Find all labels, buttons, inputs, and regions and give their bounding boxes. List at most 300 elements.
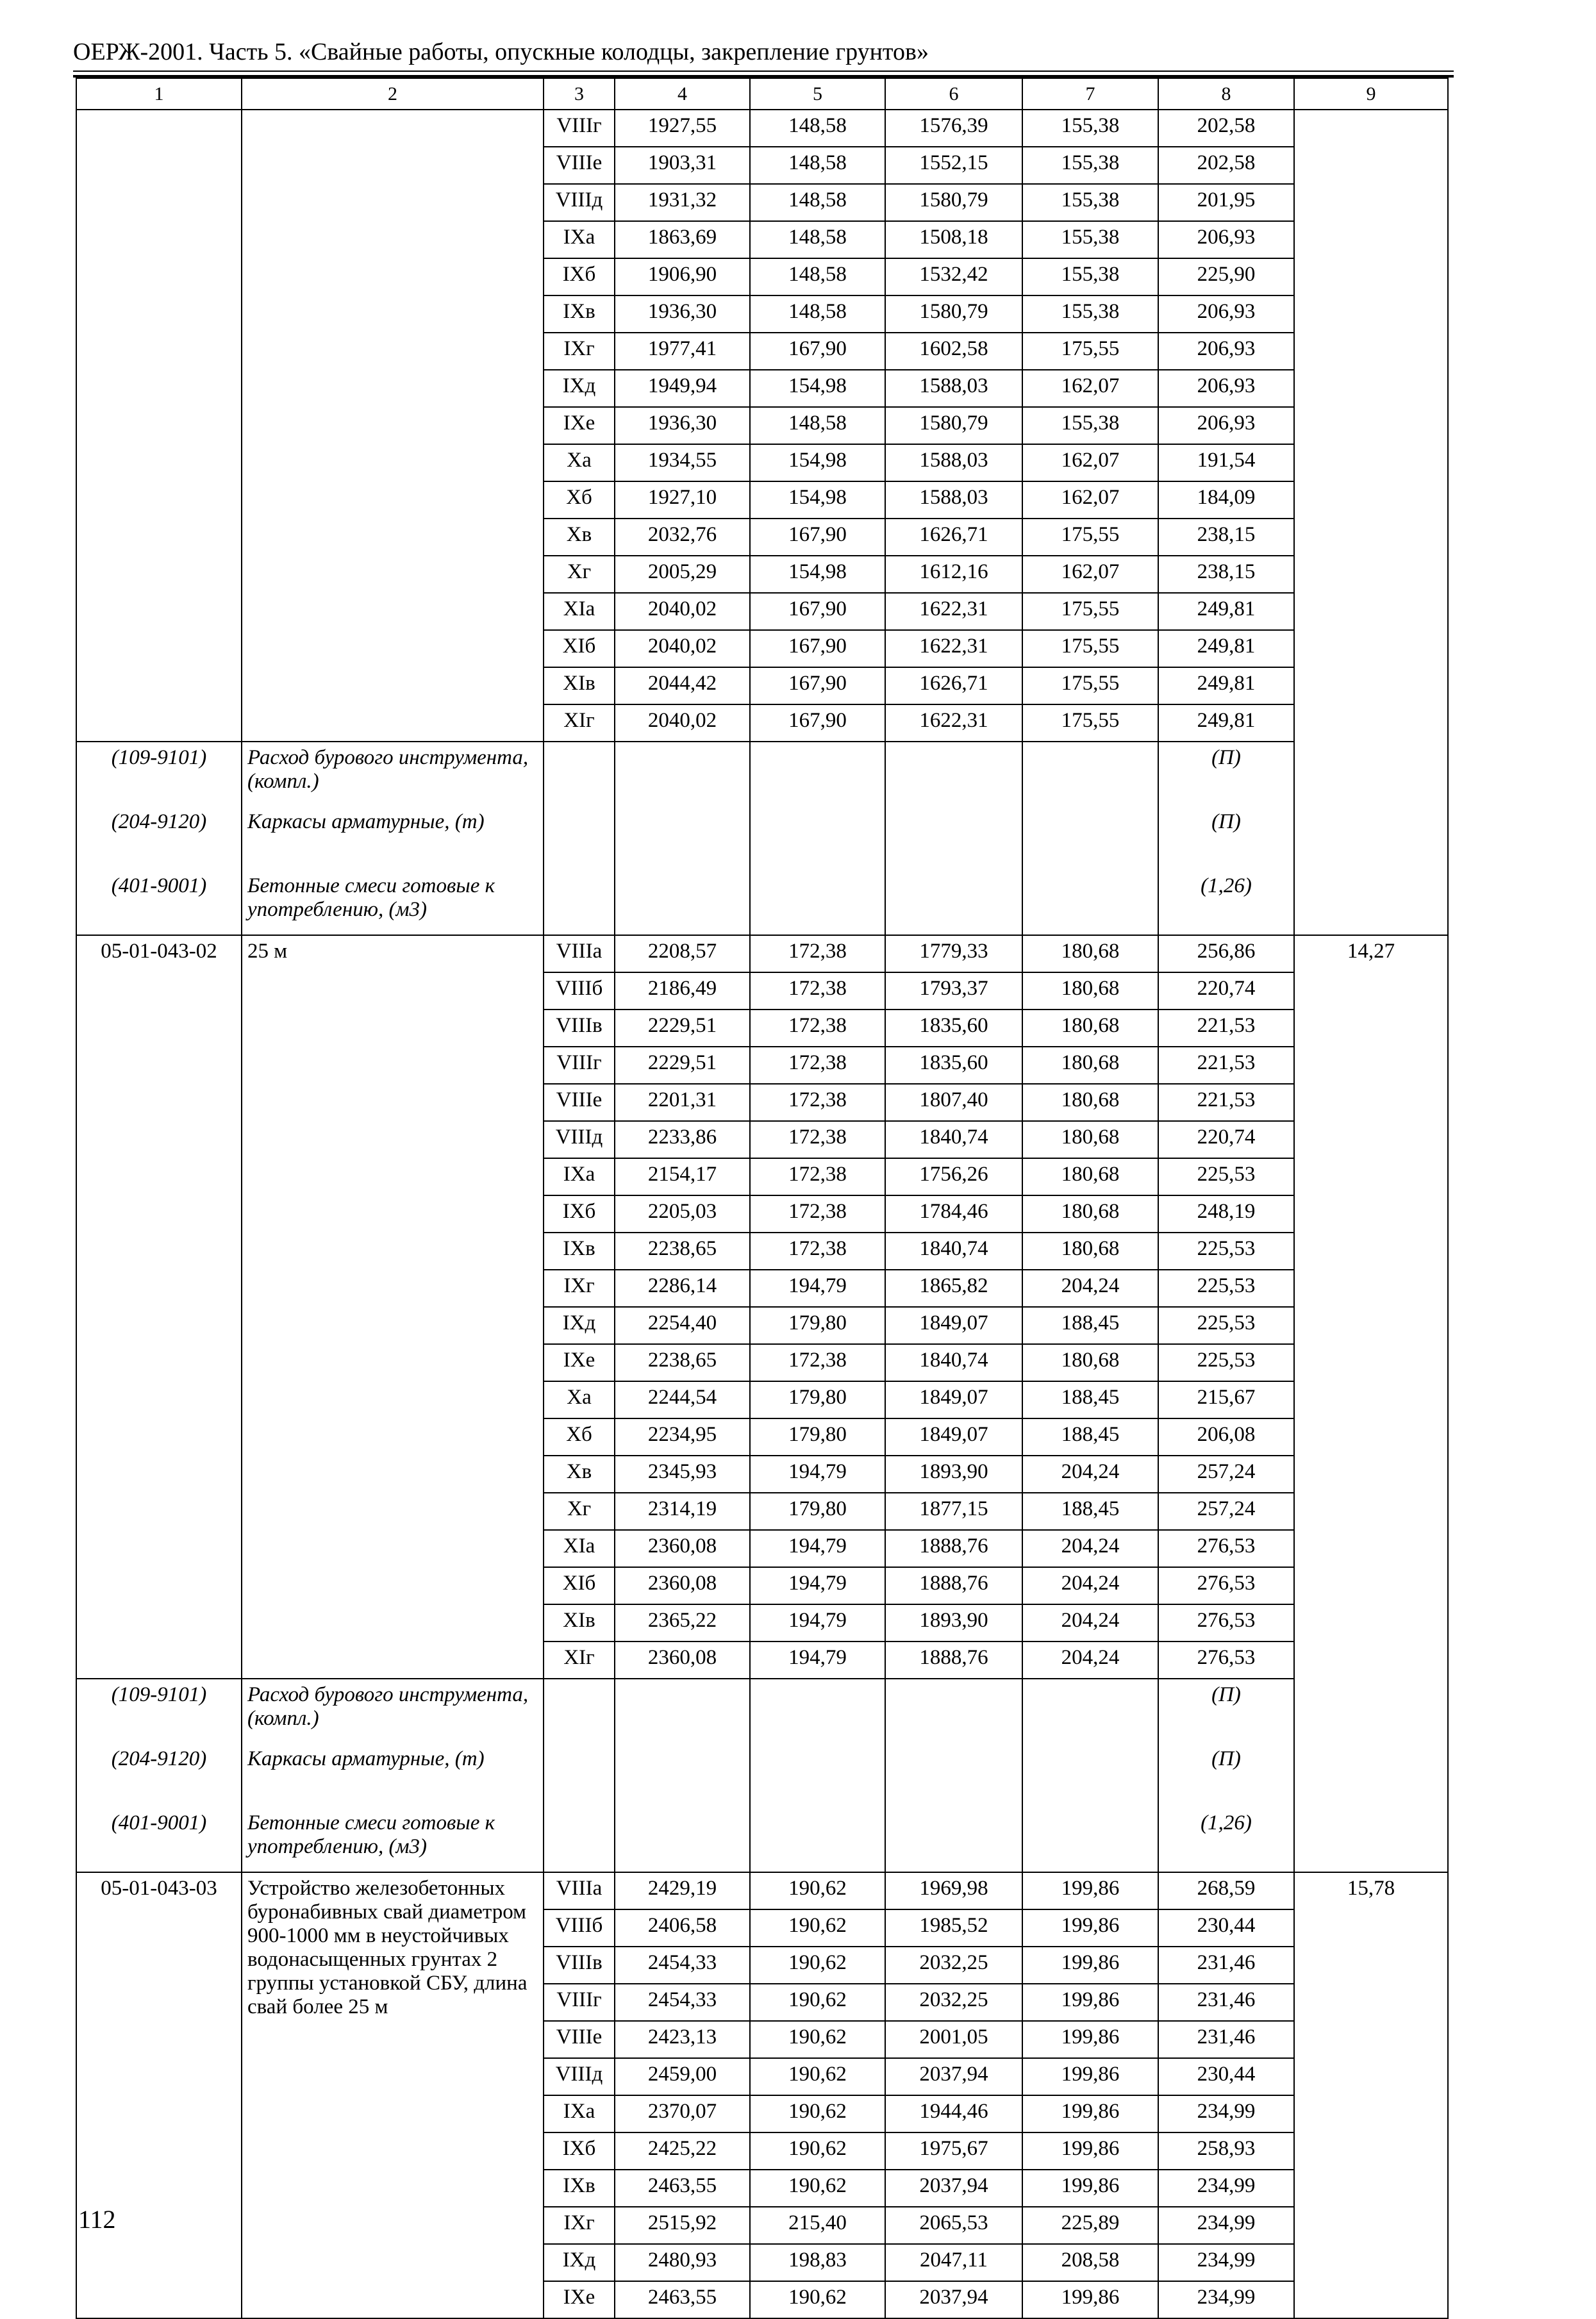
machine-cost: 1807,40 (885, 1084, 1022, 1121)
empty-cell (885, 1743, 1022, 1808)
machinist-wages: 180,68 (1022, 1195, 1158, 1233)
region-class: XIа (544, 593, 615, 630)
region-class: VIIIе (544, 2021, 615, 2058)
machinist-wages: 180,68 (1022, 1233, 1158, 1270)
materials-cost: 276,53 (1158, 1567, 1294, 1604)
machine-cost: 2047,11 (885, 2244, 1022, 2281)
column-number: 4 (615, 78, 750, 110)
resource-name: Бетонные смеси готовые к употреблению, (м3) (242, 1808, 544, 1872)
direct-cost: 2186,49 (615, 972, 750, 1010)
materials-cost: 225,53 (1158, 1158, 1294, 1195)
rates-table (76, 78, 1449, 2319)
materials-cost: 206,08 (1158, 1418, 1294, 1456)
machine-cost: 1835,60 (885, 1047, 1022, 1084)
wages: 148,58 (750, 110, 885, 147)
machine-cost: 1969,98 (885, 1872, 1022, 1909)
wages: 172,38 (750, 1121, 885, 1158)
wages: 194,79 (750, 1530, 885, 1567)
region-class: IXв (544, 295, 615, 333)
empty-cell (885, 1808, 1022, 1872)
empty-cell (544, 1808, 615, 1872)
empty-cell (750, 870, 885, 935)
empty-cell (615, 870, 750, 935)
materials-cost: 206,93 (1158, 407, 1294, 444)
rate-name: Устройство железобетонных буронабивных свай диаметром 900-1000 мм в неустойчивых водонасыщенных грунтах 2 группы установкой СБУ, длина свай более 25 м (242, 1872, 544, 2318)
wages: 194,79 (750, 1567, 885, 1604)
empty-cell (750, 1808, 885, 1872)
materials-cost: 220,74 (1158, 972, 1294, 1010)
direct-cost: 2515,92 (615, 2207, 750, 2244)
machinist-wages: 188,45 (1022, 1381, 1158, 1418)
direct-cost: 2345,93 (615, 1456, 750, 1493)
wages: 148,58 (750, 407, 885, 444)
empty-cell (544, 1679, 615, 1743)
machine-cost: 1784,46 (885, 1195, 1022, 1233)
machinist-wages: 180,68 (1022, 1344, 1158, 1381)
machinist-wages: 155,38 (1022, 221, 1158, 258)
wages: 190,62 (750, 2132, 885, 2170)
resource-value: (1,26) (1158, 870, 1294, 935)
resource-code: (204-9120) (76, 806, 242, 870)
column-number: 9 (1294, 78, 1448, 110)
region-class: VIIIе (544, 1084, 615, 1121)
empty-cell (750, 806, 885, 870)
machinist-wages: 204,24 (1022, 1642, 1158, 1679)
machinist-wages: 175,55 (1022, 519, 1158, 556)
machine-cost: 1580,79 (885, 407, 1022, 444)
direct-cost: 2360,08 (615, 1530, 750, 1567)
materials-cost: 206,93 (1158, 221, 1294, 258)
resource-value: (1,26) (1158, 1808, 1294, 1872)
machine-cost: 1622,31 (885, 630, 1022, 667)
wages: 194,79 (750, 1456, 885, 1493)
column-number: 1 (76, 78, 242, 110)
machine-cost: 1888,76 (885, 1642, 1022, 1679)
machine-cost: 1849,07 (885, 1381, 1022, 1418)
machine-cost: 1622,31 (885, 704, 1022, 742)
direct-cost: 2233,86 (615, 1121, 750, 1158)
materials-cost: 276,53 (1158, 1530, 1294, 1567)
page-number: 112 (78, 2205, 116, 2234)
machinist-wages: 199,86 (1022, 2021, 1158, 2058)
machinist-wages: 199,86 (1022, 2281, 1158, 2318)
machine-cost: 1612,16 (885, 556, 1022, 593)
rate-name: 25 м (242, 935, 544, 1679)
region-class: IXг (544, 2207, 615, 2244)
column-number: 3 (544, 78, 615, 110)
direct-cost: 2208,57 (615, 935, 750, 972)
region-class: Xа (544, 1381, 615, 1418)
machine-cost: 1626,71 (885, 519, 1022, 556)
materials-cost: 234,99 (1158, 2207, 1294, 2244)
direct-cost: 1936,30 (615, 295, 750, 333)
rate-code: 05-01-043-02 (76, 935, 242, 1679)
wages: 172,38 (750, 1158, 885, 1195)
materials-cost: 225,53 (1158, 1233, 1294, 1270)
machinist-wages: 199,86 (1022, 1909, 1158, 1947)
region-class: IXа (544, 1158, 615, 1195)
wages: 148,58 (750, 221, 885, 258)
region-class: XIв (544, 1604, 615, 1642)
empty-cell (750, 742, 885, 806)
materials-cost: 276,53 (1158, 1604, 1294, 1642)
machinist-wages: 180,68 (1022, 1121, 1158, 1158)
machine-cost: 1580,79 (885, 295, 1022, 333)
wages: 172,38 (750, 1344, 885, 1381)
direct-cost: 2454,33 (615, 1984, 750, 2021)
materials-cost: 206,93 (1158, 333, 1294, 370)
machinist-wages: 199,86 (1022, 2095, 1158, 2132)
materials-cost: 221,53 (1158, 1010, 1294, 1047)
region-class: Xб (544, 481, 615, 519)
wages: 190,62 (750, 2170, 885, 2207)
machinist-wages: 204,24 (1022, 1604, 1158, 1642)
machinist-wages: 175,55 (1022, 704, 1158, 742)
resource-value: (П) (1158, 1679, 1294, 1743)
direct-cost: 2040,02 (615, 704, 750, 742)
direct-cost: 1903,31 (615, 147, 750, 184)
region-class: XIг (544, 704, 615, 742)
region-class: VIIIг (544, 1984, 615, 2021)
wages: 167,90 (750, 630, 885, 667)
materials-cost: 249,81 (1158, 630, 1294, 667)
region-class: IXд (544, 2244, 615, 2281)
machinist-wages: 180,68 (1022, 935, 1158, 972)
direct-cost: 2154,17 (615, 1158, 750, 1195)
machine-cost: 1576,39 (885, 110, 1022, 147)
direct-cost: 2425,22 (615, 2132, 750, 2170)
materials-cost: 221,53 (1158, 1047, 1294, 1084)
resource-row (76, 1679, 1448, 1743)
wages: 154,98 (750, 444, 885, 481)
wages: 198,83 (750, 2244, 885, 2281)
direct-cost: 2286,14 (615, 1270, 750, 1307)
direct-cost: 2370,07 (615, 2095, 750, 2132)
resource-row (76, 806, 1448, 870)
direct-cost: 1927,10 (615, 481, 750, 519)
resource-row (76, 1808, 1448, 1872)
empty-cell (615, 742, 750, 806)
materials-cost: 230,44 (1158, 2058, 1294, 2095)
materials-cost: 276,53 (1158, 1642, 1294, 1679)
materials-cost: 206,93 (1158, 370, 1294, 407)
region-class: IXв (544, 1233, 615, 1270)
header-rule-thin (73, 71, 1454, 72)
wages: 190,62 (750, 2021, 885, 2058)
region-class: IXд (544, 1307, 615, 1344)
machinist-wages: 155,38 (1022, 110, 1158, 147)
machine-cost: 1588,03 (885, 481, 1022, 519)
column-number: 5 (750, 78, 885, 110)
machinist-wages: 155,38 (1022, 407, 1158, 444)
machinist-wages: 175,55 (1022, 593, 1158, 630)
empty-cell (544, 1743, 615, 1808)
machinist-wages: 204,24 (1022, 1530, 1158, 1567)
machine-cost: 1532,42 (885, 258, 1022, 295)
direct-cost: 2480,93 (615, 2244, 750, 2281)
direct-cost: 2205,03 (615, 1195, 750, 1233)
machinist-wages: 199,86 (1022, 2132, 1158, 2170)
machine-cost: 2065,53 (885, 2207, 1022, 2244)
materials-cost: 225,53 (1158, 1307, 1294, 1344)
direct-cost: 2360,08 (615, 1642, 750, 1679)
direct-cost: 1936,30 (615, 407, 750, 444)
empty-cell (1022, 1679, 1158, 1743)
region-class: IXг (544, 1270, 615, 1307)
machine-cost: 1849,07 (885, 1418, 1022, 1456)
machinist-wages: 199,86 (1022, 1984, 1158, 2021)
materials-cost: 238,15 (1158, 519, 1294, 556)
machine-cost: 1840,74 (885, 1121, 1022, 1158)
machinist-wages: 188,45 (1022, 1307, 1158, 1344)
empty-cell (885, 806, 1022, 870)
resource-row (76, 1743, 1448, 1808)
labor-cost: 14,27 (1294, 935, 1448, 1872)
materials-cost: 256,86 (1158, 935, 1294, 972)
machine-cost: 1626,71 (885, 667, 1022, 704)
machinist-wages: 175,55 (1022, 630, 1158, 667)
direct-cost: 2229,51 (615, 1047, 750, 1084)
empty-cell (885, 742, 1022, 806)
wages: 172,38 (750, 972, 885, 1010)
machine-cost: 1888,76 (885, 1567, 1022, 1604)
resource-value: (П) (1158, 1743, 1294, 1808)
resource-row (76, 870, 1448, 935)
machinist-wages: 188,45 (1022, 1418, 1158, 1456)
region-class: Xв (544, 1456, 615, 1493)
wages: 167,90 (750, 704, 885, 742)
machine-cost: 1756,26 (885, 1158, 1022, 1195)
wages: 179,80 (750, 1381, 885, 1418)
machine-cost: 1840,74 (885, 1344, 1022, 1381)
materials-cost: 268,59 (1158, 1872, 1294, 1909)
region-class: Xв (544, 519, 615, 556)
region-class: IXб (544, 258, 615, 295)
direct-cost: 1863,69 (615, 221, 750, 258)
region-class: XIг (544, 1642, 615, 1679)
machine-cost: 1779,33 (885, 935, 1022, 972)
machine-cost: 1508,18 (885, 221, 1022, 258)
region-class: Xг (544, 556, 615, 593)
labor-cost: 15,78 (1294, 1872, 1448, 2318)
machinist-wages: 188,45 (1022, 1493, 1158, 1530)
region-class: Xг (544, 1493, 615, 1530)
region-class: IXа (544, 221, 615, 258)
empty-cell (615, 806, 750, 870)
wages: 167,90 (750, 519, 885, 556)
wages: 194,79 (750, 1604, 885, 1642)
materials-cost: 206,93 (1158, 295, 1294, 333)
machinist-wages: 155,38 (1022, 184, 1158, 221)
page-header: ОЕРЖ-2001. Часть 5. «Свайные работы, опускные колодцы, закрепление грунтов» (73, 38, 929, 65)
materials-cost: 249,81 (1158, 667, 1294, 704)
wages: 179,80 (750, 1307, 885, 1344)
materials-cost: 225,53 (1158, 1270, 1294, 1307)
empty-cell (1022, 742, 1158, 806)
rate-name (242, 110, 544, 742)
machine-cost: 1840,74 (885, 1233, 1022, 1270)
machine-cost: 1835,60 (885, 1010, 1022, 1047)
machinist-wages: 199,86 (1022, 1872, 1158, 1909)
machinist-wages: 204,24 (1022, 1270, 1158, 1307)
region-class: XIв (544, 667, 615, 704)
direct-cost: 2454,33 (615, 1947, 750, 1984)
empty-cell (750, 1743, 885, 1808)
machine-cost: 1985,52 (885, 1909, 1022, 1947)
rate-code: 05-01-043-03 (76, 1872, 242, 2318)
direct-cost: 2005,29 (615, 556, 750, 593)
region-class: IXд (544, 370, 615, 407)
materials-cost: 220,74 (1158, 1121, 1294, 1158)
empty-cell (615, 1743, 750, 1808)
machinist-wages: 225,89 (1022, 2207, 1158, 2244)
region-class: XIа (544, 1530, 615, 1567)
machinist-wages: 180,68 (1022, 1158, 1158, 1195)
resource-value: (П) (1158, 806, 1294, 870)
materials-cost: 238,15 (1158, 556, 1294, 593)
wages: 154,98 (750, 370, 885, 407)
resource-name: Каркасы арматурные, (т) (242, 1743, 544, 1808)
direct-cost: 1931,32 (615, 184, 750, 221)
region-class: VIIIа (544, 935, 615, 972)
machine-cost: 2032,25 (885, 1947, 1022, 1984)
machine-cost: 1893,90 (885, 1456, 1022, 1493)
wages: 172,38 (750, 935, 885, 972)
region-class: VIIIг (544, 1047, 615, 1084)
machinist-wages: 155,38 (1022, 258, 1158, 295)
direct-cost: 2406,58 (615, 1909, 750, 1947)
wages: 190,62 (750, 1984, 885, 2021)
resource-code: (109-9101) (76, 1679, 242, 1743)
direct-cost: 2254,40 (615, 1307, 750, 1344)
direct-cost: 2244,54 (615, 1381, 750, 1418)
direct-cost: 2201,31 (615, 1084, 750, 1121)
wages: 172,38 (750, 1233, 885, 1270)
machinist-wages: 199,86 (1022, 2170, 1158, 2207)
column-number: 6 (885, 78, 1022, 110)
materials-cost: 248,19 (1158, 1195, 1294, 1233)
materials-cost: 257,24 (1158, 1456, 1294, 1493)
wages: 190,62 (750, 2281, 885, 2318)
direct-cost: 2238,65 (615, 1233, 750, 1270)
resource-value: (П) (1158, 742, 1294, 806)
materials-cost: 258,93 (1158, 2132, 1294, 2170)
wages: 172,38 (750, 1195, 885, 1233)
wages: 167,90 (750, 333, 885, 370)
materials-cost: 191,54 (1158, 444, 1294, 481)
machinist-wages: 162,07 (1022, 556, 1158, 593)
region-class: VIIIг (544, 110, 615, 147)
region-class: VIIIд (544, 184, 615, 221)
materials-cost: 202,58 (1158, 147, 1294, 184)
region-class: VIIIб (544, 972, 615, 1010)
wages: 172,38 (750, 1010, 885, 1047)
materials-cost: 234,99 (1158, 2170, 1294, 2207)
machinist-wages: 204,24 (1022, 1567, 1158, 1604)
resource-name: Расход бурового инструмента, (компл.) (242, 742, 544, 806)
materials-cost: 221,53 (1158, 1084, 1294, 1121)
machinist-wages: 180,68 (1022, 1010, 1158, 1047)
machine-cost: 1944,46 (885, 2095, 1022, 2132)
direct-cost: 2044,42 (615, 667, 750, 704)
direct-cost: 2234,95 (615, 1418, 750, 1456)
resource-name: Бетонные смеси готовые к употреблению, (м3) (242, 870, 544, 935)
materials-cost: 231,46 (1158, 1984, 1294, 2021)
materials-cost: 231,46 (1158, 2021, 1294, 2058)
resource-name: Расход бурового инструмента, (компл.) (242, 1679, 544, 1743)
direct-cost: 2229,51 (615, 1010, 750, 1047)
machinist-wages: 180,68 (1022, 1084, 1158, 1121)
region-class: IXб (544, 2132, 615, 2170)
machinist-wages: 155,38 (1022, 295, 1158, 333)
direct-cost: 2423,13 (615, 2021, 750, 2058)
empty-cell (544, 742, 615, 806)
wages: 179,80 (750, 1493, 885, 1530)
table-row (76, 935, 1448, 972)
materials-cost: 230,44 (1158, 1909, 1294, 1947)
region-class: VIIIв (544, 1010, 615, 1047)
materials-cost: 215,67 (1158, 1381, 1294, 1418)
materials-cost: 225,53 (1158, 1344, 1294, 1381)
direct-cost: 2463,55 (615, 2170, 750, 2207)
machine-cost: 1622,31 (885, 593, 1022, 630)
region-class: IXб (544, 1195, 615, 1233)
region-class: IXа (544, 2095, 615, 2132)
machinist-wages: 199,86 (1022, 2058, 1158, 2095)
wages: 172,38 (750, 1084, 885, 1121)
wages: 148,58 (750, 258, 885, 295)
machinist-wages: 175,55 (1022, 333, 1158, 370)
region-class: XIб (544, 1567, 615, 1604)
direct-cost: 2040,02 (615, 593, 750, 630)
empty-cell (750, 1679, 885, 1743)
machine-cost: 2001,05 (885, 2021, 1022, 2058)
wages: 179,80 (750, 1418, 885, 1456)
machinist-wages: 180,68 (1022, 972, 1158, 1010)
region-class: Xб (544, 1418, 615, 1456)
empty-cell (1022, 1808, 1158, 1872)
materials-cost: 201,95 (1158, 184, 1294, 221)
direct-cost: 1927,55 (615, 110, 750, 147)
direct-cost: 1949,94 (615, 370, 750, 407)
machinist-wages: 162,07 (1022, 444, 1158, 481)
machine-cost: 2037,94 (885, 2170, 1022, 2207)
region-class: IXв (544, 2170, 615, 2207)
empty-cell (544, 870, 615, 935)
wages: 154,98 (750, 556, 885, 593)
direct-cost: 2360,08 (615, 1567, 750, 1604)
wages: 167,90 (750, 593, 885, 630)
machine-cost: 1588,03 (885, 370, 1022, 407)
empty-cell (1022, 806, 1158, 870)
direct-cost: 2463,55 (615, 2281, 750, 2318)
region-class: VIIIе (544, 147, 615, 184)
direct-cost: 2459,00 (615, 2058, 750, 2095)
wages: 190,62 (750, 1909, 885, 1947)
direct-cost: 2429,19 (615, 1872, 750, 1909)
machinist-wages: 175,55 (1022, 667, 1158, 704)
empty-cell (885, 1679, 1022, 1743)
machinist-wages: 162,07 (1022, 481, 1158, 519)
materials-cost: 234,99 (1158, 2281, 1294, 2318)
rate-code (76, 110, 242, 742)
resource-code: (401-9001) (76, 870, 242, 935)
direct-cost: 2040,02 (615, 630, 750, 667)
resource-name: Каркасы арматурные, (т) (242, 806, 544, 870)
region-class: VIIIа (544, 1872, 615, 1909)
region-class: IXе (544, 1344, 615, 1381)
machine-cost: 1580,79 (885, 184, 1022, 221)
